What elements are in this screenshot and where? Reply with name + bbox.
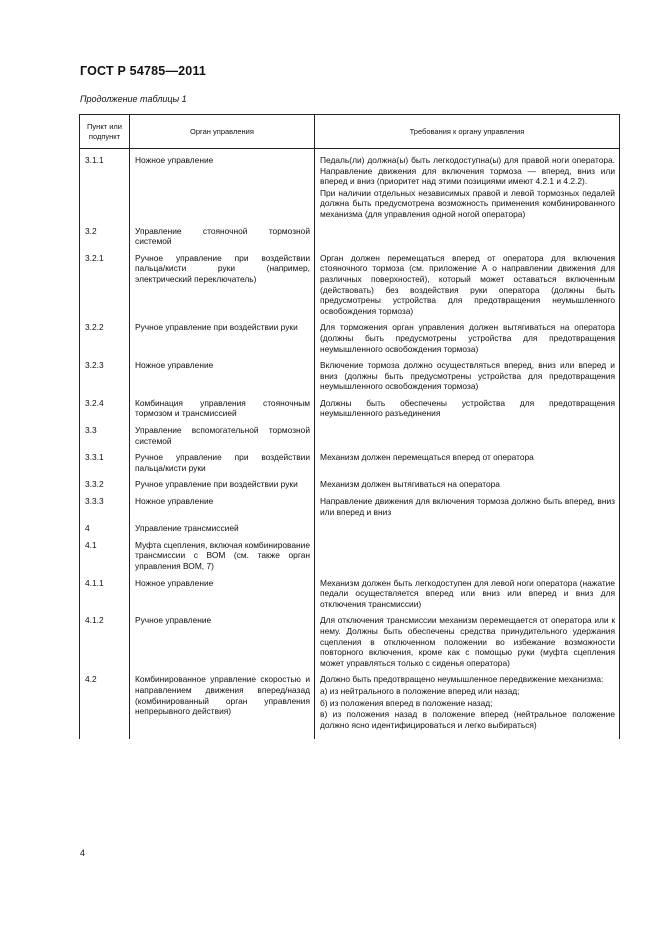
requirement-paragraph: Орган должен перемещаться вперед от оператора для включения стояночного тормоза (см. приложение А о направлении движения для различных поверхностей), который может оставаться включенным (действовать) без воздействия руки оператора (должны быть предусмотрены устройства для предотвращения неумышленного освобождения тормоза) — [320, 252, 615, 316]
table-row — [80, 523, 620, 540]
table-row — [80, 425, 620, 452]
row-item-number: 3.2.4 — [80, 398, 130, 425]
row-control-type: Комбинация управления стояночным тормозом и трансмиссией — [130, 398, 315, 425]
row-control-type: Ручное управление при воздействии пальца/кисти руки — [130, 452, 315, 479]
requirement-paragraph: Педаль(ли) должна(ы) быть легкодоступна(ы) для правой ноги оператора. Направление движения для включения тормоза — вперед, вниз или вперед и вниз (приоритет над этими позициями имеют 4.2.1 и 4.2.2). — [320, 155, 615, 187]
row-control-type: Ручное управление при воздействии руки — [130, 479, 315, 496]
row-control-type: Управление стояночной тормозной системой — [130, 226, 315, 253]
row-item-number: 3.3.3 — [80, 496, 130, 523]
table-row — [80, 540, 620, 578]
row-control-type: Ножное управление — [130, 360, 315, 398]
table-row — [80, 322, 620, 360]
row-requirements — [315, 479, 620, 496]
row-item-number: 4.2 — [80, 674, 130, 739]
row-control-type: Комбинированное управление скоростью и направлением движения вперед/назад (комбинированный орган управления непрерывного действия) — [130, 674, 315, 739]
row-control-type: Ножное управление — [130, 496, 315, 523]
requirement-paragraph: Направление движения для включения тормоза должно быть вперед, вниз или вперед и вниз — [320, 496, 615, 517]
row-item-number: 4 — [80, 523, 130, 540]
table-row — [80, 615, 620, 674]
requirement-paragraph: в) из положения назад в положение вперед (нейтральное положение должно ясно идентифицироваться и легко выбираться) — [320, 709, 615, 730]
row-requirements — [315, 322, 620, 360]
row-item-number: 3.2 — [80, 226, 130, 253]
row-requirements — [315, 540, 620, 578]
requirement-paragraph: Должно быть предотвращено неумышленное передвижение механизма: — [320, 674, 604, 685]
row-item-number: 4.1.1 — [80, 578, 130, 616]
row-requirements — [315, 615, 620, 674]
row-control-type: Муфта сцепления, включая комбинирование трансмиссии с ВОМ (см. также орган управления ВОМ, 7) — [130, 540, 315, 578]
requirement-paragraph: Должны быть обеспечены устройства для предотвращения неумышленного разъединения — [320, 397, 615, 419]
table-row — [80, 479, 620, 496]
requirement-paragraph: При наличии отдельных независимых правой и левой тормозных педалей должна быть предусмотрена возможность применения комбинированного механизма (для управления одной ногой оператора) — [320, 187, 615, 219]
row-item-number: 3.2.1 — [80, 253, 130, 323]
row-control-type: Ножное управление — [130, 149, 315, 226]
table-header-row — [80, 115, 620, 149]
table-row — [80, 674, 620, 739]
column-header-requirements: Требования к органу управления — [315, 115, 620, 149]
row-requirements — [315, 149, 620, 226]
requirement-paragraph: а) из нейтрального в положение вперед или назад; — [320, 685, 520, 696]
table-row — [80, 496, 620, 523]
row-control-type: Ручное управление при воздействии руки — [130, 322, 315, 360]
row-requirements — [315, 496, 620, 523]
table-row — [80, 578, 620, 616]
requirement-paragraph: Для отключения трансмиссии механизм перемещается от оператора или к нему. Должны быть обеспечены средства принудительного удержания сцепления в отключенном положении во избежание возможности повторного включения, кроме как с помощью руки (муфта сцепления может управляться только с сиденья оператора) — [320, 615, 615, 668]
table-row — [80, 452, 620, 479]
requirement-paragraph: Механизм должен вытягиваться на оператора — [320, 479, 500, 490]
requirement-paragraph: Включение тормоза должно осуществляться вперед, вниз или вперед и вниз (должны быть предусмотрены устройства для предотвращения неумышленного освобождения тормоза) — [320, 360, 615, 392]
row-item-number: 3.3.1 — [80, 452, 130, 479]
table-caption: Продолжение таблицы 1 — [80, 94, 187, 104]
document-title: ГОСТ Р 54785—2011 — [80, 64, 207, 78]
table-body — [80, 149, 620, 740]
row-control-type: Ножное управление — [130, 578, 315, 616]
row-item-number: 4.1.2 — [80, 615, 130, 674]
row-requirements — [315, 360, 620, 398]
row-control-type: Управление вспомогательной тормозной системой — [130, 425, 315, 452]
row-requirements — [315, 523, 620, 540]
row-requirements — [315, 578, 620, 616]
row-requirements — [315, 253, 620, 323]
row-item-number: 3.2.3 — [80, 360, 130, 398]
table-row — [80, 149, 620, 226]
requirement-paragraph: б) из положения вперед в положение назад; — [320, 697, 493, 708]
page-number: 4 — [80, 848, 86, 858]
row-requirements — [315, 674, 620, 739]
row-control-type: Ручное управление при воздействии пальца/кисти руки (например, электрический переключатель) — [130, 253, 315, 323]
row-item-number: 3.1.1 — [80, 149, 130, 226]
row-requirements — [315, 226, 620, 253]
table-row — [80, 398, 620, 425]
requirement-paragraph: Для торможения орган управления должен вытягиваться на оператора (должны быть предусмотрены устройства для предотвращения неумышленного освобождения тормоза) — [320, 322, 615, 354]
row-item-number: 3.3 — [80, 425, 130, 452]
row-control-type: Ручное управление — [130, 615, 315, 674]
column-header-control: Орган управления — [130, 115, 315, 149]
row-item-number: 3.2.2 — [80, 322, 130, 360]
row-requirements — [315, 452, 620, 479]
row-item-number: 3.3.2 — [80, 479, 130, 496]
requirement-paragraph: Механизм должен перемещаться вперед от оператора — [320, 452, 534, 463]
column-header-item: Пункт или подпункт — [80, 115, 130, 149]
row-requirements — [315, 398, 620, 425]
requirement-paragraph: Механизм должен быть легкодоступен для левой ноги оператора (нажатие педали осуществляется вперед или вниз или вперед и вниз для отключения трансмиссии) — [320, 577, 615, 609]
row-control-type: Управление трансмиссией — [130, 523, 315, 540]
controls-table — [79, 114, 620, 739]
table-row — [80, 253, 620, 323]
table-row — [80, 226, 620, 253]
row-item-number: 4.1 — [80, 540, 130, 578]
table-row — [80, 360, 620, 398]
row-requirements — [315, 425, 620, 452]
